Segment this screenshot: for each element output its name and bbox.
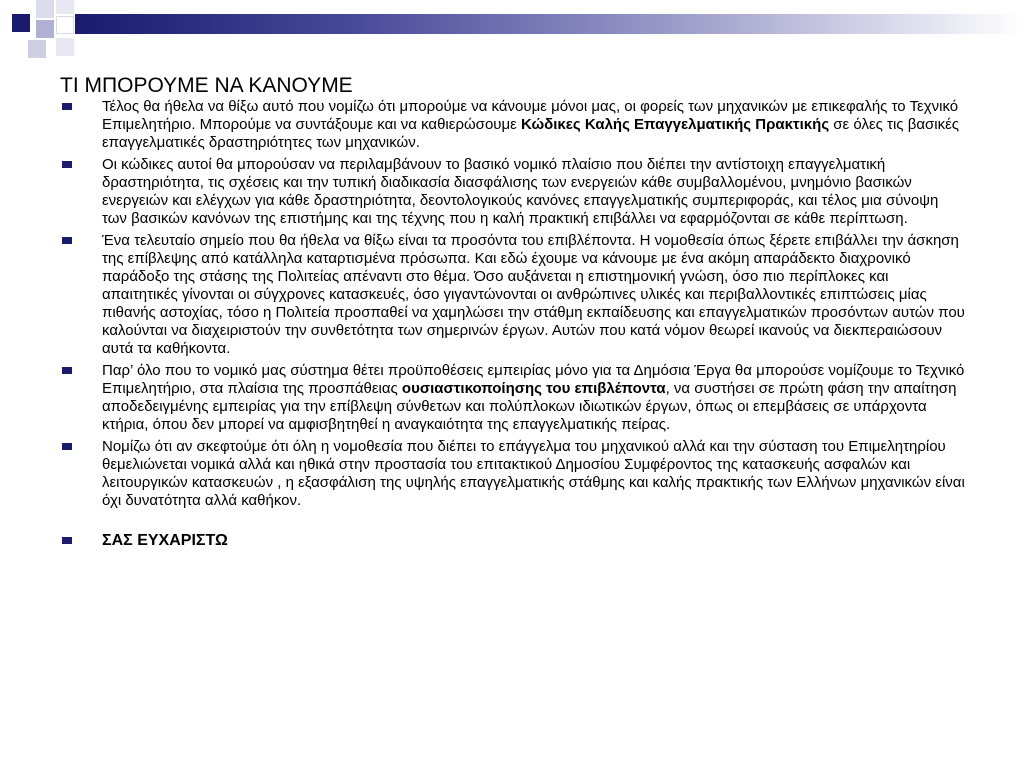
bullet-item: [62, 98, 967, 152]
bullet-text: Ένα τελευταίο σημείο που θα ήθελα να θίξω είναι τα προσόντα του επιβλέποντα. Η νομοθεσία όπως ξέρετε επιβάλλει την άσκηση της επίβλεψης από κατάλληλα καταρτισμένα πρόσωπα. Και εδώ έχουμε να κάνουμε με ένα ακόμη απαράδεκτο διαχρονικό παράδοξο της στάσης της Πολιτείας απέναντι στο θέμα. Όσο αυξάνεται η επιστημονική γνώση, όσο πιο περίπλοκες και απαιτητικές γίνονται οι σύγχρονες κατασκευές, όσο γιγαντώνονται οι ανθρώπινες υλικές και περιβαλλοντικές επιπτώσεις μίας πιθανής αστοχίας, τόσο η Πολιτεία προσπαθεί να χαμηλώσει την στάθμη εκπαίδευσης και επαγγελματικών προσόντων αυτών που καλούνται να διαχειριστούν την συνθετότητα των σημερινών έργων. Αυτών που κατά νόμον θεωρεί ικανούς να διεκπεραιώσουν αυτά τα καθήκοντα.: [102, 232, 965, 357]
bullet-item: [62, 232, 967, 358]
square-bullet-icon: [62, 161, 72, 168]
square-bullet-icon: [62, 103, 72, 110]
checkered-squares-icon: [0, 0, 80, 70]
thanks-item: [62, 532, 967, 550]
bullet-text: Νομίζω ότι αν σκεφτούμε ότι όλη η νομοθεσία που διέπει το επάγγελμα του μηχανικού αλλά και την σύσταση του Επιμελητηρίου θεμελιώνεται νομικά αλλά και ηθικά στην προστασία του επιτακτικού Δημοσίου Συμφέροντος της κατασκευής ασφαλών και λειτουργικών κατασκευών , η εξασφάλιση της υψηλής επαγγελματικής στάθμης και καλής πρακτικής των Ελλήνων μηχανικών είναι όχι δυνατότητα αλλά καθήκον.: [102, 438, 965, 509]
slide-content: [62, 98, 967, 554]
square-bullet-icon: [62, 237, 72, 244]
square-bullet-icon: [62, 537, 72, 544]
bullet-text: Παρ’ όλο που το νομικό μας σύστημα θέτει προϋποθέσεις εμπειρίας μόνο για τα Δημόσια Έργα θα μπορούσε νομίζουμε το Τεχνικό Επιμελητήριο, στα πλαίσια της προσπάθειας ουσιαστικοποίησης του επιβλέποντα, να συστήσει σε πρώτη φάση την απαίτηση αποδεδειγμένης εμπειρίας για την επίβλεψη σύνθετων και πολύπλοκων ιδιωτικών έργων, όπως οι επεμβάσεις σε υπάρχοντα κτήρια, όπου δεν μπορεί να αμφισβητηθεί η αναγκαιότητα της επαγγελματικής πείρας.: [102, 362, 965, 433]
square-bullet-icon: [62, 367, 72, 374]
bullet-item: [62, 156, 967, 228]
bullet-item: [62, 362, 967, 434]
bullet-text: Τέλος θα ήθελα να θίξω αυτό που νομίζω ότι μπορούμε να κάνουμε μόνοι μας, οι φορείς των μηχανικών με επικεφαλής το Τεχνικό Επιμελητήριο. Μπορούμε να συντάξουμε και να καθιερώσουμε Κώδικες Καλής Επαγγελματικής Πρακτικής σε όλες τις βασικές επαγγελματικές δραστηριότητες των μηχανικών.: [102, 98, 960, 151]
slide-title: ΤΙ ΜΠΟΡΟΥΜΕ ΝΑ ΚΑΝΟΥΜΕ: [60, 74, 353, 97]
title-gradient-bar: [75, 14, 1024, 34]
bullet-item: [62, 438, 967, 510]
bullet-text: Οι κώδικες αυτοί θα μπορούσαν να περιλαμβάνουν το βασικό νομικό πλαίσιο που διέπει την αντίστοιχη επαγγελματική δραστηριότητα, τις σχέσεις και την τυπική διαδικασία διασφάλισης των ενεργειών κάθε συμβαλλομένου, μνημόνιο βασικών ενεργειών και ελέγχων για κάθε δραστηριότητα, δεοντολογικούς κανόνες επαγγελματικής συμπεριφοράς, και τέλος μια σύνοψη των βασικών κανόνων της επιστήμης και της τέχνης που η καλή πρακτική επιβάλλει να εφαρμόζονται σε κάθε περίπτωση.: [102, 156, 939, 227]
thanks-text: ΣΑΣ ΕΥΧΑΡΙΣΤΩ: [102, 532, 228, 549]
square-bullet-icon: [62, 443, 72, 450]
